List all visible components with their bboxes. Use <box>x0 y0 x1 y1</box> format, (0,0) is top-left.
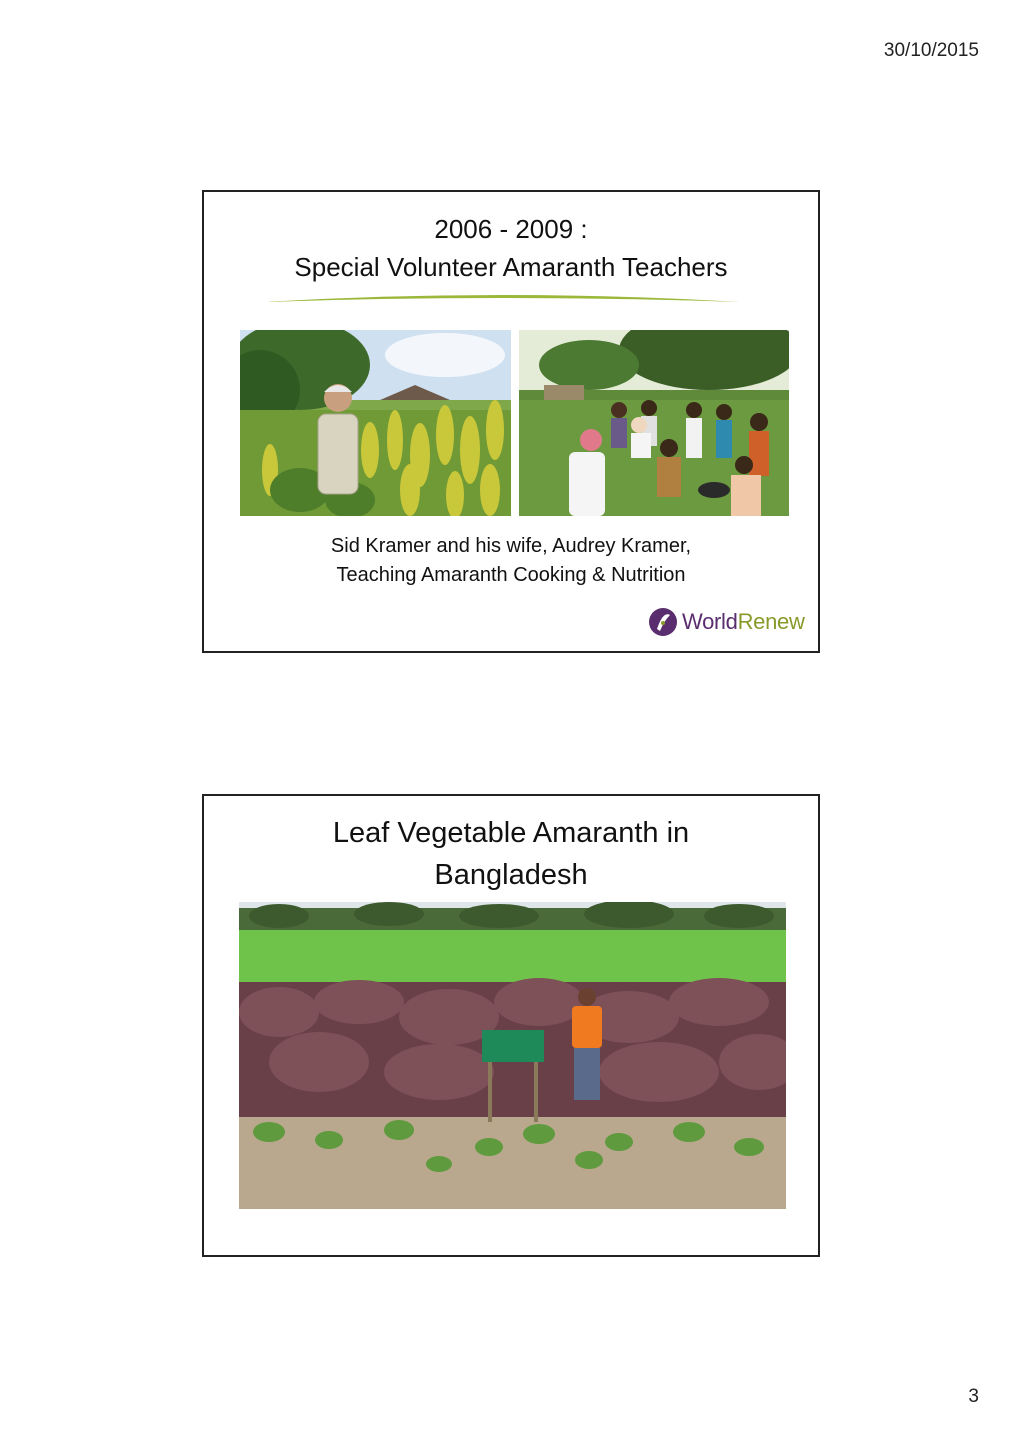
worldrenew-logo-icon <box>648 607 678 637</box>
logo-word-renew: Renew <box>737 609 805 634</box>
slide-2 <box>202 794 820 1257</box>
slide-2-title <box>204 812 818 896</box>
caption-line-1: Sid Kramer and his wife, Audrey Kramer, <box>330 535 692 557</box>
slide-1 <box>202 190 820 653</box>
caption-line-2: Teaching Amaranth Cooking & Nutrition <box>336 564 686 586</box>
title-underline-swoosh <box>264 292 740 306</box>
photo-man-in-amaranth-field <box>240 330 511 516</box>
page-date: 30/10/2015 <box>883 40 979 61</box>
slide-1-caption <box>204 532 818 590</box>
slide-2-title-line-2: Bangladesh <box>434 859 588 891</box>
photo-group-cooking-outdoors <box>519 330 789 516</box>
worldrenew-logo <box>648 606 805 638</box>
slide-1-title-line-1: 2006 - 2009 : <box>434 214 588 244</box>
slide-1-title <box>204 210 818 286</box>
logo-word-world: World <box>682 609 738 634</box>
photo-boy-in-amaranth-plot <box>239 902 786 1209</box>
page-number: 3 <box>968 1386 979 1407</box>
slide-2-title-line-1: Leaf Vegetable Amaranth in <box>332 817 690 849</box>
slide-1-title-line-2: Special Volunteer Amaranth Teachers <box>294 252 728 282</box>
